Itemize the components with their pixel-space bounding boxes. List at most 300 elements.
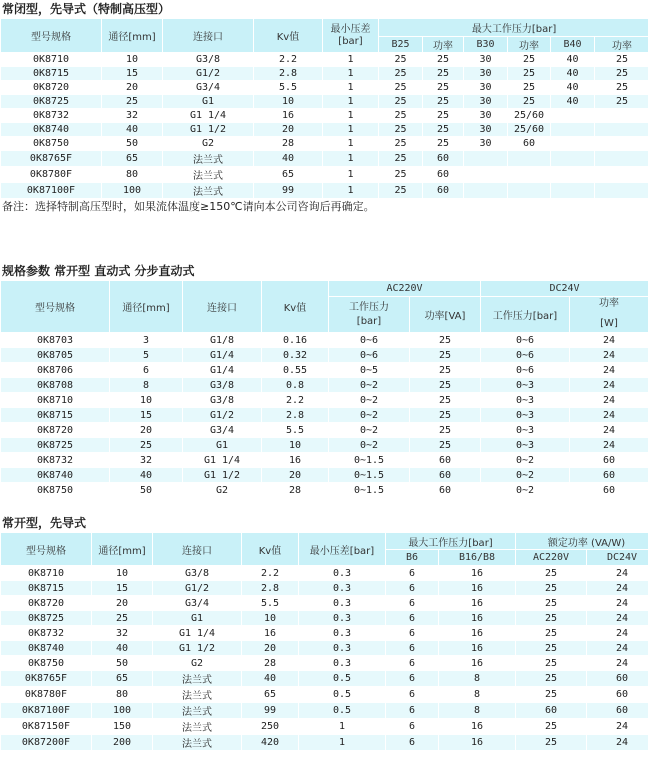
table-cell: 25 [410, 408, 480, 422]
table-cell: 5.5 [254, 81, 322, 94]
table-cell: 25/60 [508, 123, 550, 136]
table-cell: 0.16 [262, 333, 328, 347]
table-row [1, 67, 648, 80]
dc-power-label: 功率 [599, 298, 619, 309]
col-header-dc-pressure: 工作压力[bar] [481, 297, 569, 332]
col-header-kv: Kv值 [254, 19, 322, 52]
table-cell: G2 [153, 656, 241, 670]
table-cell: 10 [102, 53, 162, 66]
table-cell: 32 [92, 626, 152, 640]
table-cell: 0~3 [481, 438, 569, 452]
table-cell: 16 [254, 109, 322, 122]
table-cell: 24 [587, 641, 648, 655]
table-cell: 6 [110, 363, 182, 377]
section-title: 常闭型，先导式（特制高压型） [2, 2, 171, 16]
table-cell: 5.5 [242, 596, 298, 610]
section-normally-open-pilot [0, 514, 648, 751]
table-cell: 24 [587, 611, 648, 625]
table-cell: 0~3 [481, 423, 569, 437]
table-cell: 0K8765F [1, 671, 91, 686]
table-cell: 1 [323, 109, 378, 122]
col-header-b6: B6 [386, 550, 438, 565]
table-cell: 0K8725 [1, 438, 109, 452]
table-cell: 100 [102, 183, 162, 198]
table-cell: 25 [516, 671, 586, 686]
table-row [1, 626, 648, 640]
table-cell: 0K8780F [1, 167, 101, 182]
table-cell: 15 [92, 581, 152, 595]
table-cell: 16 [439, 719, 515, 734]
table-cell: 0.3 [299, 641, 385, 655]
table-cell: 65 [254, 167, 322, 182]
col-header-dc-power [570, 297, 648, 332]
table-cell: 24 [570, 348, 648, 362]
table-cell: 10 [92, 566, 152, 580]
table-cell: 25 [516, 626, 586, 640]
table-row [1, 703, 648, 718]
table-cell: 32 [110, 453, 182, 467]
table-cell: 0K8740 [1, 641, 91, 655]
table-cell: 30 [464, 53, 507, 66]
table-row [1, 137, 648, 150]
table-cell [551, 137, 594, 150]
table-cell: 0K8725 [1, 95, 101, 108]
table-cell: 2.8 [242, 581, 298, 595]
table-cell: 25 [516, 687, 586, 702]
table-cell: 0K8710 [1, 393, 109, 407]
table-cell: 10 [110, 393, 182, 407]
table-cell [551, 183, 594, 198]
table-cell: 0K8732 [1, 626, 91, 640]
table-cell: 24 [570, 393, 648, 407]
table-cell [595, 123, 648, 136]
table-cell: 0.32 [262, 348, 328, 362]
table-cell: 0K8720 [1, 596, 91, 610]
table-cell: 24 [587, 626, 648, 640]
table-cell: 40 [551, 53, 594, 66]
table-cell: 16 [439, 626, 515, 640]
table-cell: 15 [102, 67, 162, 80]
table-cell: 6 [386, 671, 438, 686]
table-cell: 6 [386, 641, 438, 655]
table-cell: 8 [110, 378, 182, 392]
table-row [1, 687, 648, 702]
table-cell: 6 [386, 566, 438, 580]
table-cell: 10 [242, 611, 298, 625]
table-body [1, 53, 648, 198]
table-cell: G2 [183, 483, 261, 497]
table-cell [595, 151, 648, 166]
col-header-power-3: 功率 [595, 37, 648, 52]
table-cell: 16 [262, 453, 328, 467]
table-cell: 25 [379, 167, 422, 182]
table-cell: 法兰式 [153, 671, 241, 686]
table-cell: 5.5 [262, 423, 328, 437]
table-cell: 50 [110, 483, 182, 497]
table-cell: 2.8 [262, 408, 328, 422]
col-header-dc24v: DC24V [481, 281, 648, 296]
table-cell: 0.5 [299, 687, 385, 702]
table-cell: 25 [102, 95, 162, 108]
table-cell: 0.5 [299, 671, 385, 686]
table-cell: 25 [423, 53, 463, 66]
table-cell: 6 [386, 581, 438, 595]
table-row [1, 423, 648, 437]
col-header-b30: B30 [464, 37, 507, 52]
table-cell: 25 [410, 438, 480, 452]
col-header-ac220v: AC220V [516, 550, 586, 565]
table-cell: 40 [102, 123, 162, 136]
table-cell: 30 [464, 123, 507, 136]
col-header-b16-b8: B16/B8 [439, 550, 515, 565]
table-cell: 50 [102, 137, 162, 150]
col-header-b25: B25 [379, 37, 422, 52]
col-header-ac-pressure [329, 297, 409, 332]
table-cell: 60 [410, 453, 480, 467]
dc-power-unit: [W] [600, 318, 618, 329]
table-cell: 法兰式 [153, 719, 241, 734]
table-cell [551, 123, 594, 136]
table-row [1, 393, 648, 407]
table-cell: 6 [386, 703, 438, 718]
spec-table-3 [0, 532, 648, 751]
table-cell: 25 [379, 109, 422, 122]
table-cell: 8 [439, 687, 515, 702]
table-cell: 150 [92, 719, 152, 734]
table-cell: 16 [439, 656, 515, 670]
table-cell: 25/60 [508, 109, 550, 122]
table-body [1, 333, 648, 497]
col-header-model: 型号规格 [1, 19, 101, 52]
table-row [1, 167, 648, 182]
table-cell: 65 [102, 151, 162, 166]
table-cell: 0K8750 [1, 137, 101, 150]
table-cell: 25 [508, 53, 550, 66]
table-cell: 25 [516, 596, 586, 610]
table-cell: 25 [423, 95, 463, 108]
table-cell: 28 [262, 483, 328, 497]
table-cell [551, 109, 594, 122]
table-cell: 65 [92, 671, 152, 686]
table-cell: 60 [410, 468, 480, 482]
table-cell: G1 [183, 438, 261, 452]
table-cell: 40 [551, 67, 594, 80]
table-cell: 25 [379, 67, 422, 80]
table-cell [595, 137, 648, 150]
table-cell: 0.55 [262, 363, 328, 377]
col-header-kv: Kv值 [262, 281, 328, 332]
table-cell: 0K8720 [1, 423, 109, 437]
table-cell [508, 151, 550, 166]
table-cell: 0K8765F [1, 151, 101, 166]
table-cell: 25 [423, 67, 463, 80]
table-cell: 0~1.5 [329, 453, 409, 467]
table-row [1, 348, 648, 362]
col-header-b40: B40 [551, 37, 594, 52]
table-cell: 0~3 [481, 393, 569, 407]
table-cell: 1 [299, 719, 385, 734]
table-cell: 0~2 [329, 408, 409, 422]
table-cell: G1 1/4 [183, 453, 261, 467]
table-cell: 30 [464, 95, 507, 108]
min-pressure-label: 最小压差 [330, 23, 371, 35]
table-cell [464, 167, 507, 182]
table-cell: 0~6 [481, 363, 569, 377]
table-cell: 60 [410, 483, 480, 497]
table-row [1, 53, 648, 66]
table-row [1, 596, 648, 610]
table-cell: 0K8715 [1, 581, 91, 595]
table-cell [551, 167, 594, 182]
table-row [1, 378, 648, 392]
table-cell: 0.3 [299, 626, 385, 640]
table-cell: 32 [102, 109, 162, 122]
table-cell: 25 [379, 81, 422, 94]
table-cell: 1 [323, 151, 378, 166]
table-cell: 28 [254, 137, 322, 150]
table-cell: G1 [153, 611, 241, 625]
table-row [1, 333, 648, 347]
table-cell: 60 [508, 137, 550, 150]
table-row [1, 408, 648, 422]
table-cell: G1/2 [163, 67, 253, 80]
min-pressure-unit: [bar] [338, 35, 363, 47]
table-row [1, 183, 648, 198]
table-row [1, 95, 648, 108]
table-row [1, 566, 648, 580]
table-cell: 法兰式 [163, 151, 253, 166]
table-row [1, 109, 648, 122]
table-cell: 60 [570, 483, 648, 497]
table-cell: 24 [587, 596, 648, 610]
table-cell: 0K87200F [1, 735, 91, 750]
table-cell: 0~2 [481, 453, 569, 467]
section-normally-closed-pilot [0, 0, 648, 215]
table-cell: 0~3 [481, 378, 569, 392]
table-cell: 1 [323, 123, 378, 136]
table-cell: 0.5 [299, 703, 385, 718]
table-cell: 24 [570, 423, 648, 437]
col-header-min-pressure [323, 19, 378, 52]
table-cell: 0~6 [481, 348, 569, 362]
table-cell: 24 [587, 656, 648, 670]
table-cell: 25 [379, 183, 422, 198]
table-cell: 60 [423, 151, 463, 166]
table-cell: 1 [299, 735, 385, 750]
table-cell: 24 [587, 735, 648, 750]
table-cell: G3/4 [163, 81, 253, 94]
table-cell: G1/2 [183, 408, 261, 422]
table-cell: 法兰式 [163, 183, 253, 198]
table-cell: G3/4 [183, 423, 261, 437]
table-cell: 60 [587, 687, 648, 702]
table-cell: 420 [242, 735, 298, 750]
table-cell: 25 [379, 151, 422, 166]
table-cell: 60 [570, 453, 648, 467]
table-cell: 40 [551, 81, 594, 94]
table-cell: 25 [516, 656, 586, 670]
table-cell: 25 [595, 53, 648, 66]
ac-pressure-label: 工作压力 [349, 301, 389, 313]
table-cell: 25 [92, 611, 152, 625]
table-row [1, 123, 648, 136]
table-body [1, 566, 648, 750]
table-cell: 25 [410, 423, 480, 437]
table-row [1, 483, 648, 497]
table-row [1, 611, 648, 625]
table-cell: 16 [439, 596, 515, 610]
table-cell: 0K8780F [1, 687, 91, 702]
table-cell: 99 [242, 703, 298, 718]
table-cell: 30 [464, 109, 507, 122]
table-cell: 60 [423, 167, 463, 182]
table-cell: 2.2 [242, 566, 298, 580]
table-cell: 40 [92, 641, 152, 655]
table-cell: 6 [386, 687, 438, 702]
table-cell: 0~2 [481, 468, 569, 482]
table-row [1, 151, 648, 166]
table-row [1, 656, 648, 670]
table-cell: 10 [262, 438, 328, 452]
table-cell: 25 [410, 348, 480, 362]
table-row [1, 641, 648, 655]
table-cell: 0K8706 [1, 363, 109, 377]
table-cell: 40 [110, 468, 182, 482]
table-cell: 30 [464, 81, 507, 94]
table-cell: 0~3 [481, 408, 569, 422]
table-cell: 0~2 [329, 423, 409, 437]
table-cell: 1 [323, 67, 378, 80]
table-cell: 16 [242, 626, 298, 640]
table-cell: 25 [379, 137, 422, 150]
spec-table-1 [0, 18, 648, 199]
table-cell: 40 [254, 151, 322, 166]
table-cell: 0~2 [329, 438, 409, 452]
col-header-bore: 通径[mm] [110, 281, 182, 332]
col-header-connection: 连接口 [183, 281, 261, 332]
table-cell: 25 [516, 611, 586, 625]
table-cell: 0.3 [299, 581, 385, 595]
table-cell: 0~2 [481, 483, 569, 497]
table-cell: G1 1/2 [183, 468, 261, 482]
table-cell: 0~2 [329, 393, 409, 407]
table-cell: G1 1/4 [153, 626, 241, 640]
col-header-bore: 通径[mm] [92, 533, 152, 565]
table-cell: 50 [92, 656, 152, 670]
table-cell: 25 [379, 123, 422, 136]
table-cell: 0~6 [329, 348, 409, 362]
table-row [1, 719, 648, 734]
table-cell: 60 [587, 703, 648, 718]
section-title: 规格参数 常开型 直动式 分步直动式 [2, 264, 195, 278]
table-cell: 法兰式 [153, 735, 241, 750]
col-header-ac220v: AC220V [329, 281, 480, 296]
table-cell: 0~1.5 [329, 468, 409, 482]
table-cell: 0K8740 [1, 123, 101, 136]
table-cell: 0K8710 [1, 53, 101, 66]
table-cell: 25 [516, 735, 586, 750]
table-cell: 25 [508, 81, 550, 94]
table-row [1, 581, 648, 595]
table-cell: 100 [92, 703, 152, 718]
table-cell: 0.3 [299, 596, 385, 610]
table-note: 备注：选择特制高压型时，如果流体温度≥150℃请向本公司咨询后再确定。 [2, 200, 375, 213]
table-cell: 0.3 [299, 566, 385, 580]
table-cell: 20 [254, 123, 322, 136]
table-cell: 25 [516, 641, 586, 655]
table-cell: 25 [595, 67, 648, 80]
table-row [1, 735, 648, 750]
col-header-bore: 通径[mm] [102, 19, 162, 52]
table-cell: 30 [464, 67, 507, 80]
table-cell: 25 [508, 67, 550, 80]
table-cell: 5 [110, 348, 182, 362]
table-cell: 0.3 [299, 611, 385, 625]
table-cell: 40 [242, 671, 298, 686]
table-cell: 60 [516, 703, 586, 718]
spec-table-2 [0, 280, 648, 498]
table-cell: 25 [410, 333, 480, 347]
table-cell: 0K8732 [1, 109, 101, 122]
table-row [1, 453, 648, 467]
table-cell: 法兰式 [163, 167, 253, 182]
table-cell: 6 [386, 611, 438, 625]
table-cell: 8 [439, 703, 515, 718]
table-cell: 10 [254, 95, 322, 108]
table-cell: 1 [323, 53, 378, 66]
table-cell: 25 [508, 95, 550, 108]
table-cell: 1 [323, 183, 378, 198]
table-cell: G1 1/2 [163, 123, 253, 136]
table-cell: 6 [386, 596, 438, 610]
table-cell: G3/4 [153, 596, 241, 610]
col-header-connection: 连接口 [153, 533, 241, 565]
table-cell: 2.8 [254, 67, 322, 80]
table-cell: G3/8 [183, 393, 261, 407]
table-cell: 65 [242, 687, 298, 702]
table-cell: 40 [551, 95, 594, 108]
table-cell: 0K8710 [1, 566, 91, 580]
table-cell: 6 [386, 626, 438, 640]
table-cell: G1 1/2 [153, 641, 241, 655]
table-cell: 16 [439, 581, 515, 595]
table-cell: G1 [163, 95, 253, 108]
table-row [1, 81, 648, 94]
table-cell: 16 [439, 735, 515, 750]
table-cell: 1 [323, 167, 378, 182]
table-cell: 0K8750 [1, 483, 109, 497]
table-cell: 24 [570, 438, 648, 452]
table-cell: 20 [242, 641, 298, 655]
table-cell: 24 [570, 363, 648, 377]
table-cell: 25 [423, 123, 463, 136]
table-cell: 0K8708 [1, 378, 109, 392]
table-cell: 2.2 [262, 393, 328, 407]
table-cell: 0K8732 [1, 453, 109, 467]
table-cell [595, 167, 648, 182]
table-cell: 60 [570, 468, 648, 482]
col-header-ac-power: 功率[VA] [410, 297, 480, 332]
table-cell: 1 [323, 137, 378, 150]
table-cell: 25 [423, 137, 463, 150]
col-header-power-2: 功率 [508, 37, 550, 52]
table-cell: 0K87150F [1, 719, 91, 734]
table-cell: G3/8 [153, 566, 241, 580]
table-cell: 0K8725 [1, 611, 91, 625]
table-cell [595, 109, 648, 122]
table-cell: 25 [516, 719, 586, 734]
table-cell: 80 [92, 687, 152, 702]
